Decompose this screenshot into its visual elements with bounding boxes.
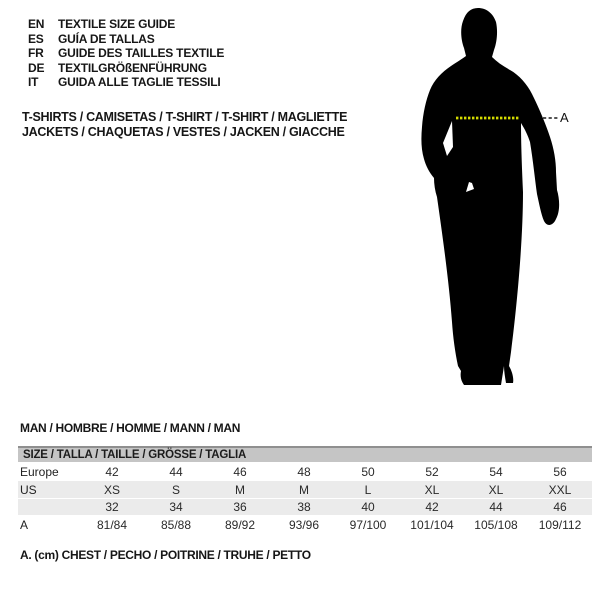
table-row-europe (18, 462, 592, 481)
size-cell: XL (464, 481, 528, 499)
size-cell: S (144, 481, 208, 499)
language-code: EN (28, 17, 45, 31)
size-cell: 56 (553, 464, 567, 479)
size-cell: 42 (400, 499, 464, 516)
language-guide-label: GUIDA ALLE TAGLIE TESSILI (58, 75, 221, 90)
size-cell: L (336, 481, 400, 499)
size-cell: 97/100 (349, 517, 387, 532)
size-cell: 101/104 (410, 517, 454, 532)
size-cell: 93/96 (288, 517, 320, 532)
size-cell: 50 (361, 464, 375, 479)
table-row-us (18, 481, 592, 499)
size-cell: 54 (489, 464, 503, 479)
category-line-jackets: JACKETS / CHAQUETAS / VESTES / JACKEN / GIACCHE (22, 125, 345, 139)
size-cell: 46 (528, 499, 592, 516)
table-row-chest-a (18, 515, 592, 534)
size-table-header-row (18, 447, 592, 462)
size-cell: 48 (297, 464, 311, 479)
size-cell: 36 (208, 499, 272, 516)
size-cell: 46 (233, 464, 247, 479)
size-cell: 34 (144, 499, 208, 516)
size-cell: 40 (336, 499, 400, 516)
measurement-a-label: A (560, 110, 569, 125)
size-cell: 89/92 (224, 517, 256, 532)
size-table-header: SIZE / TALLA / TAILLE / GRÖSSE / TAGLIA (18, 447, 592, 462)
size-cell: XL (400, 481, 464, 499)
category-line-tshirts: T-SHIRTS / CAMISETAS / T-SHIRT / T-SHIRT / MAGLIETTE (22, 110, 348, 124)
language-guide-label: TEXTILE SIZE GUIDE (58, 17, 176, 31)
row-label: US (18, 481, 80, 499)
language-guide-label: GUÍA DE TALLAS (58, 31, 155, 46)
size-cell: 81/84 (96, 517, 128, 532)
section-title-man: MAN / HOMBRE / HOMME / MANN / MAN (20, 421, 241, 435)
size-cell: 42 (105, 464, 119, 479)
size-table (18, 446, 592, 534)
row-label (18, 499, 80, 516)
table-row-numeric (18, 499, 592, 516)
size-cell: M (208, 481, 272, 499)
size-cell: 44 (464, 499, 528, 516)
language-code: IT (28, 75, 39, 90)
size-cell: 38 (272, 499, 336, 516)
size-cell: 105/108 (474, 517, 518, 532)
language-guide-label: TEXTILGRÖßENFÜHRUNG (58, 60, 207, 75)
language-guide-label: GUIDE DES TAILLES TEXTILE (58, 46, 225, 61)
measurement-footnote: A. (cm) CHEST / PECHO / POITRINE / TRUHE / PETTO (20, 548, 311, 562)
row-label: A (20, 517, 29, 532)
row-label: Europe (20, 464, 59, 479)
size-cell: XS (80, 481, 144, 499)
language-code: DE (28, 60, 45, 75)
size-cell: 32 (80, 499, 144, 516)
size-cell: XXL (528, 481, 592, 499)
size-cell: 109/112 (538, 517, 582, 532)
man-silhouette (421, 8, 559, 385)
language-code: ES (28, 31, 44, 46)
size-cell: 85/88 (160, 517, 192, 532)
language-code: FR (28, 46, 44, 61)
size-cell: M (272, 481, 336, 499)
size-cell: 52 (425, 464, 439, 479)
size-cell: 44 (169, 464, 183, 479)
